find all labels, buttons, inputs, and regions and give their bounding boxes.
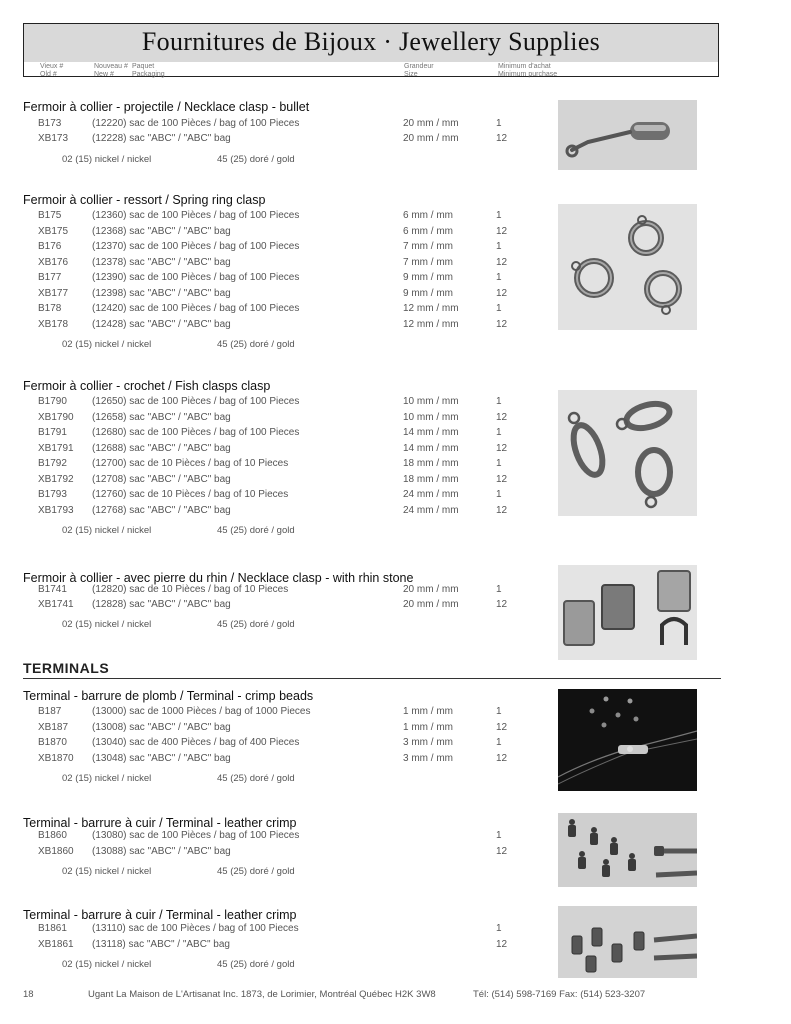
new-number-packaging: (13080) sac de 100 Pièces / bag of 100 Pieces — [92, 830, 300, 841]
col-old-label — [40, 63, 63, 78]
old-number: XB1790 — [38, 412, 74, 423]
old-number: XB176 — [38, 257, 69, 268]
old-number: B1793 — [38, 489, 67, 500]
old-number: B176 — [38, 241, 62, 252]
new-number-packaging: (12220) sac de 100 Pièces / bag of 100 Pieces — [92, 118, 300, 129]
col-min-fr: Minimum d'achat — [498, 63, 551, 70]
leather-crimp-photo-2 — [558, 906, 697, 978]
minimum-purchase: 1 — [496, 427, 502, 438]
crimp-beads-photo — [558, 689, 697, 791]
size: 7 mm / mm — [403, 241, 453, 252]
minimum-purchase: 12 — [496, 412, 508, 423]
new-number-packaging: (12360) sac de 100 Pièces / bag of 100 Pieces — [92, 210, 300, 221]
minimum-purchase: 1 — [496, 210, 502, 221]
size: 3 mm / mm — [403, 737, 453, 748]
new-number-packaging: (13040) sac de 400 Pièces / bag of 400 Pieces — [92, 737, 300, 748]
finish-gold: 45 (25) doré / gold — [217, 866, 295, 877]
new-number-packaging: (12688) sac "ABC" / "ABC" bag — [92, 443, 231, 454]
old-number: XB1792 — [38, 474, 74, 485]
section-title: Fermoir à collier - crochet / Fish clasps clasp — [23, 379, 271, 393]
company-address: Ugant La Maison de L'Artisanat Inc. 1873, de Lorimier, Montréal Québec H2K 3W8 — [88, 989, 436, 1000]
col-size-en: Size — [404, 70, 418, 78]
old-number: XB1870 — [38, 753, 74, 764]
old-number: XB178 — [38, 319, 69, 330]
minimum-purchase: 1 — [496, 706, 502, 717]
new-number-packaging: (13118) sac "ABC" / "ABC" bag — [92, 939, 230, 950]
old-number: B173 — [38, 118, 62, 129]
new-number-packaging: (12700) sac de 10 Pièces / bag of 10 Pieces — [92, 458, 289, 469]
old-number: XB1861 — [38, 939, 74, 950]
minimum-purchase: 12 — [496, 753, 508, 764]
old-number: B1792 — [38, 458, 67, 469]
new-number-packaging: (12760) sac de 10 Pièces / bag of 10 Pieces — [92, 489, 289, 500]
finish-gold: 45 (25) doré / gold — [217, 773, 295, 784]
size: 20 mm / mm — [403, 599, 459, 610]
finish-nickel: 02 (15) nickel / nickel — [62, 773, 152, 784]
size: 18 mm / mm — [403, 458, 459, 469]
finish-gold: 45 (25) doré / gold — [217, 959, 295, 970]
size: 14 mm / mm — [403, 443, 459, 454]
section-title: Terminal - barrure à cuir / Terminal - leather crimp — [23, 908, 297, 922]
col-pack-fr: Paquet — [132, 63, 155, 70]
col-pack-label — [132, 63, 165, 78]
lobster-clasp-photo — [558, 390, 697, 516]
size: 1 mm / mm — [403, 722, 453, 733]
size: 10 mm / mm — [403, 396, 459, 407]
minimum-purchase: 1 — [496, 584, 502, 595]
size: 10 mm / mm — [403, 412, 459, 423]
page-title: Fournitures de Bijoux · Jewellery Supplies — [141, 27, 601, 56]
new-number-packaging: (12820) sac de 10 Pièces / bag of 10 Pieces — [92, 584, 289, 595]
new-number-packaging: (13088) sac "ABC" / "ABC" bag — [92, 846, 231, 857]
size: 7 mm / mm — [403, 257, 453, 268]
new-number-packaging: (13000) sac de 1000 Pièces / bag of 1000 Pieces — [92, 706, 311, 717]
old-number: B1870 — [38, 737, 67, 748]
minimum-purchase: 12 — [496, 846, 508, 857]
terminals-heading: TERMINALS — [23, 660, 110, 676]
section-title: Terminal - barrure à cuir / Terminal - leather crimp — [23, 816, 297, 830]
old-number: B1861 — [38, 923, 67, 934]
minimum-purchase: 12 — [496, 939, 508, 950]
old-number: B1791 — [38, 427, 67, 438]
page-header — [23, 23, 719, 77]
finish-gold: 45 (25) doré / gold — [217, 619, 295, 630]
new-number-packaging: (12368) sac "ABC" / "ABC" bag — [92, 226, 231, 237]
finish-nickel: 02 (15) nickel / nickel — [62, 154, 152, 165]
minimum-purchase: 12 — [496, 599, 508, 610]
minimum-purchase: 1 — [496, 303, 502, 314]
minimum-purchase: 12 — [496, 257, 508, 268]
size: 1 mm / mm — [403, 706, 453, 717]
minimum-purchase: 1 — [496, 118, 502, 129]
col-old-fr: Vieux # — [40, 63, 64, 70]
bullet-clasp-photo — [558, 100, 697, 170]
finish-nickel: 02 (15) nickel / nickel — [62, 959, 152, 970]
new-number-packaging: (12658) sac "ABC" / "ABC" bag — [92, 412, 231, 423]
contact-phone-fax: Tél: (514) 598-7169 Fax: (514) 523-3207 — [473, 989, 646, 1000]
new-number-packaging: (12420) sac de 100 Pièces / bag of 100 Pieces — [92, 303, 300, 314]
old-number: XB1791 — [38, 443, 74, 454]
old-number: B178 — [38, 303, 62, 314]
old-number: XB1741 — [38, 599, 74, 610]
minimum-purchase: 1 — [496, 458, 502, 469]
size: 18 mm / mm — [403, 474, 459, 485]
new-number-packaging: (13110) sac de 100 Pièces / bag of 100 Pieces — [92, 923, 299, 934]
col-size-fr: Grandeur — [404, 63, 434, 70]
size: 14 mm / mm — [403, 427, 459, 438]
minimum-purchase: 12 — [496, 443, 508, 454]
new-number-packaging: (13048) sac "ABC" / "ABC" bag — [92, 753, 231, 764]
new-number-packaging: (12680) sac de 100 Pièces / bag of 100 Pieces — [92, 427, 300, 438]
minimum-purchase: 12 — [496, 288, 508, 299]
minimum-purchase: 12 — [496, 226, 508, 237]
col-min-en: Minimum purchase — [498, 70, 558, 78]
minimum-purchase: 12 — [496, 133, 508, 144]
size: 6 mm / mm — [403, 226, 453, 237]
new-number-packaging: (12378) sac "ABC" / "ABC" bag — [92, 257, 231, 268]
new-number-packaging: (12390) sac de 100 Pièces / bag of 100 Pieces — [92, 272, 300, 283]
minimum-purchase: 1 — [496, 830, 502, 841]
col-new-fr: Nouveau # — [94, 63, 128, 70]
old-number: B175 — [38, 210, 62, 221]
size: 6 mm / mm — [403, 210, 453, 221]
old-number: XB1793 — [38, 505, 74, 516]
minimum-purchase: 12 — [496, 474, 508, 485]
new-number-packaging: (12768) sac "ABC" / "ABC" bag — [92, 505, 231, 516]
size: 24 mm / mm — [403, 505, 459, 516]
col-pack-en: Packaging — [132, 70, 165, 78]
size: 9 mm / mm — [403, 272, 453, 283]
finish-gold: 45 (25) doré / gold — [217, 339, 295, 350]
old-number: XB173 — [38, 133, 69, 144]
minimum-purchase: 1 — [496, 396, 502, 407]
size: 3 mm / mm — [403, 753, 453, 764]
minimum-purchase: 12 — [496, 505, 508, 516]
rhinestone-clasp-photo — [558, 565, 697, 660]
size: 20 mm / mm — [403, 133, 459, 144]
new-number-packaging: (12428) sac "ABC" / "ABC" bag — [92, 319, 231, 330]
old-number: XB187 — [38, 722, 69, 733]
size: 20 mm / mm — [403, 584, 459, 595]
finish-nickel: 02 (15) nickel / nickel — [62, 619, 152, 630]
spring-ring-clasp-photo — [558, 204, 697, 330]
old-number: B177 — [38, 272, 62, 283]
leather-crimp-photo — [558, 813, 697, 887]
size: 20 mm / mm — [403, 118, 459, 129]
finish-gold: 45 (25) doré / gold — [217, 525, 295, 536]
col-old-en: Old # — [40, 70, 57, 78]
page-number: 18 — [23, 989, 34, 1000]
new-number-packaging: (12828) sac "ABC" / "ABC" bag — [92, 599, 231, 610]
section-title: Fermoir à collier - ressort / Spring ring clasp — [23, 193, 266, 207]
finish-nickel: 02 (15) nickel / nickel — [62, 525, 152, 536]
col-new-label — [94, 63, 128, 78]
old-number: B1860 — [38, 830, 67, 841]
minimum-purchase: 1 — [496, 241, 502, 252]
new-number-packaging: (13008) sac "ABC" / "ABC" bag — [92, 722, 231, 733]
size: 12 mm / mm — [403, 319, 459, 330]
minimum-purchase: 1 — [496, 737, 502, 748]
finish-nickel: 02 (15) nickel / nickel — [62, 339, 152, 350]
minimum-purchase: 12 — [496, 722, 508, 733]
new-number-packaging: (12228) sac "ABC" / "ABC" bag — [92, 133, 231, 144]
minimum-purchase: 1 — [496, 923, 502, 934]
section-title: Terminal - barrure de plomb / Terminal - crimp beads — [23, 689, 314, 703]
minimum-purchase: 1 — [496, 489, 502, 500]
col-new-en: New # — [94, 70, 114, 78]
finish-gold: 45 (25) doré / gold — [217, 154, 295, 165]
new-number-packaging: (12708) sac "ABC" / "ABC" bag — [92, 474, 231, 485]
heading-divider — [23, 678, 721, 679]
new-number-packaging: (12650) sac de 100 Pièces / bag of 100 Pieces — [92, 396, 300, 407]
old-number: XB175 — [38, 226, 69, 237]
new-number-packaging: (12398) sac "ABC" / "ABC" bag — [92, 288, 231, 299]
minimum-purchase: 1 — [496, 272, 502, 283]
old-number: XB177 — [38, 288, 69, 299]
col-size-label — [404, 63, 434, 78]
size: 9 mm / mm — [403, 288, 453, 299]
size: 24 mm / mm — [403, 489, 459, 500]
section-title: Fermoir à collier - projectile / Necklace clasp - bullet — [23, 100, 310, 114]
section-title: Fermoir à collier - avec pierre du rhin / Necklace clasp - with rhin stone — [23, 571, 414, 585]
finish-nickel: 02 (15) nickel / nickel — [62, 866, 152, 877]
new-number-packaging: (12370) sac de 100 Pièces / bag of 100 Pieces — [92, 241, 300, 252]
size: 12 mm / mm — [403, 303, 459, 314]
old-number: B187 — [38, 706, 62, 717]
old-number: XB1860 — [38, 846, 74, 857]
col-min-label — [498, 63, 557, 78]
old-number: B1741 — [38, 584, 67, 595]
old-number: B1790 — [38, 396, 67, 407]
minimum-purchase: 12 — [496, 319, 508, 330]
